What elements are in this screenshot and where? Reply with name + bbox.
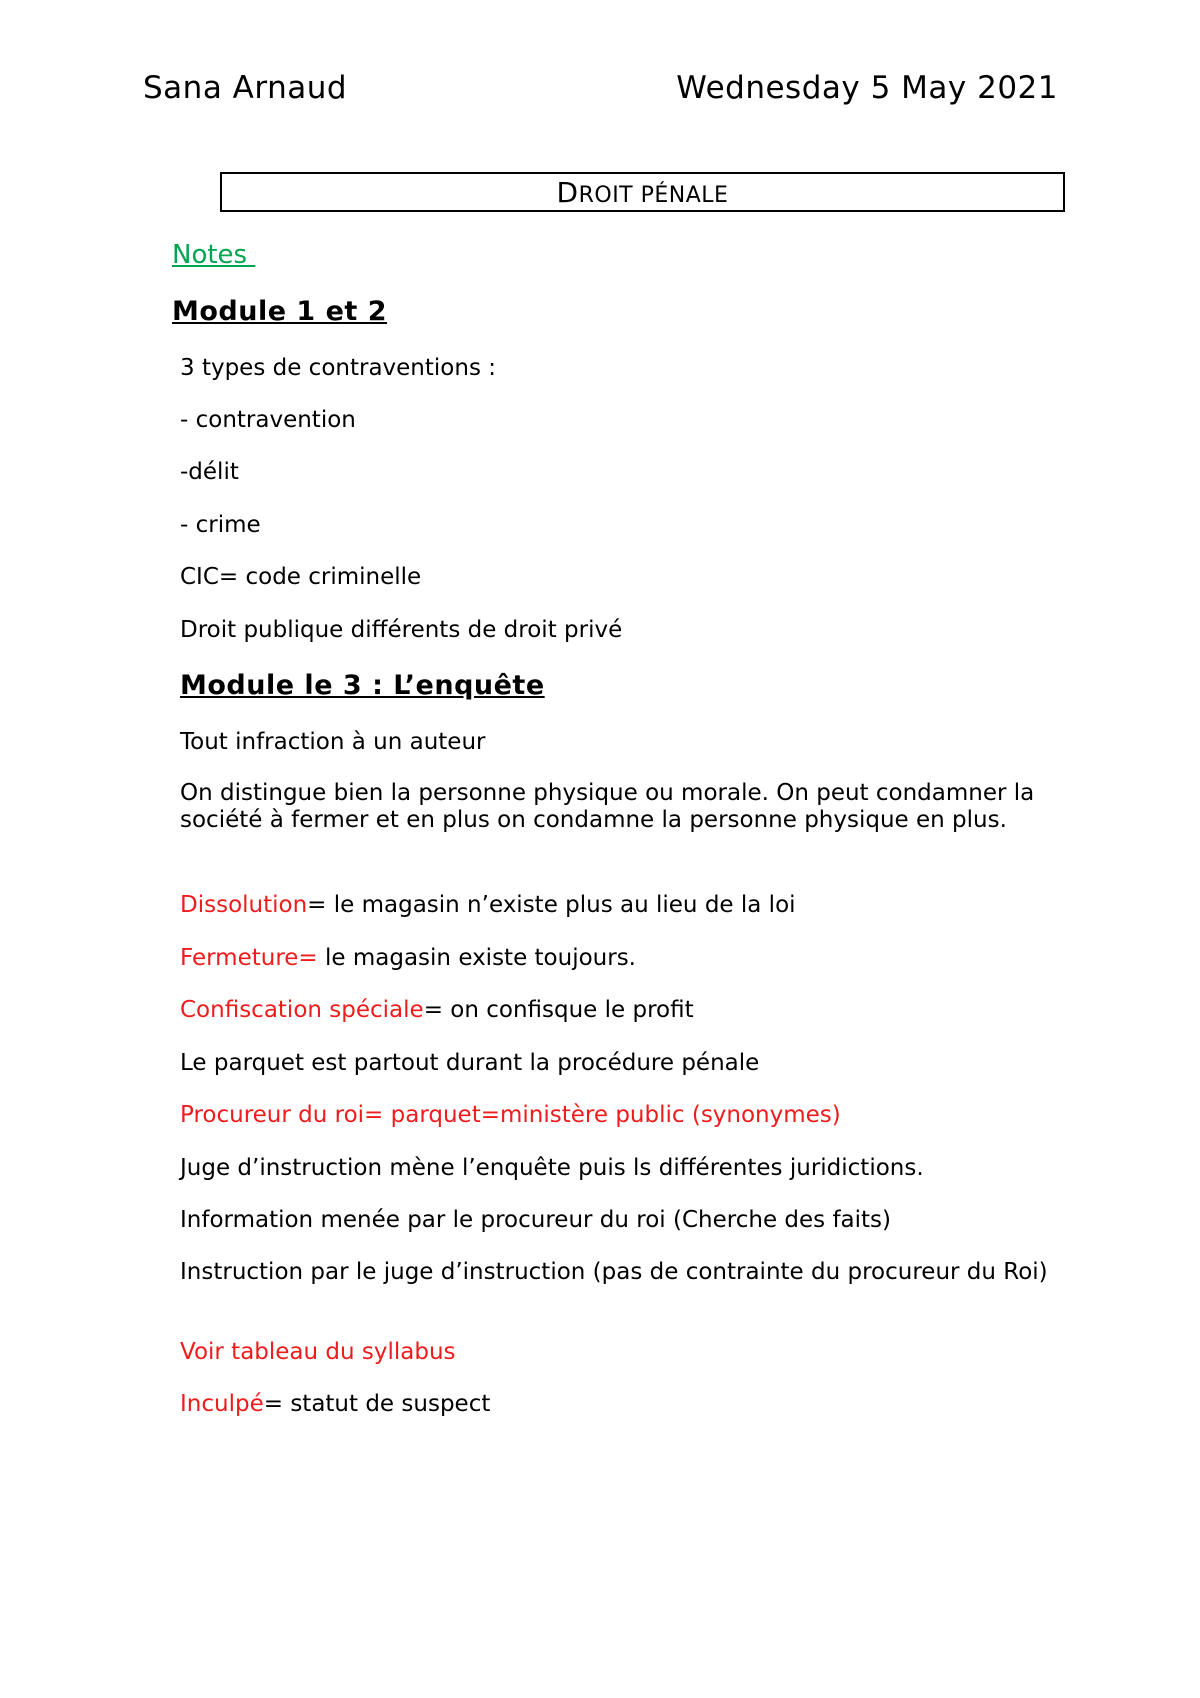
definition-text: = le magasin n’existe plus au lieu de la loi xyxy=(307,892,796,918)
definition-text: le magasin existe toujours. xyxy=(317,945,636,971)
author-name: Sana Arnaud xyxy=(143,70,348,106)
definition-inculpe xyxy=(180,1390,1080,1418)
paragraph: Tout infraction à un auteur xyxy=(180,729,486,755)
module-1-line: - crime xyxy=(180,512,261,538)
page-header xyxy=(143,70,1058,110)
definition-text: = on confisque le profit xyxy=(423,997,694,1023)
paragraph: On distingue bien la personne physique ou morale. On peut condamner la société à fermer et en plus on condamne la personne physique en plus. xyxy=(180,780,1035,833)
title-initial: D xyxy=(556,176,579,209)
paragraph: Instruction par le juge d’instruction (pas de contrainte du procureur du Roi) xyxy=(180,1259,1048,1285)
paragraph: Information menée par le procureur du roi (Cherche des faits) xyxy=(180,1207,892,1233)
definition-dissolution xyxy=(180,891,1080,919)
highlighted-note: Voir tableau du syllabus xyxy=(180,1339,456,1365)
definition-term: Dissolution xyxy=(180,892,308,918)
definition-term: Inculpé xyxy=(180,1391,264,1417)
definition-fermeture xyxy=(180,944,1080,972)
document-title xyxy=(220,172,1065,212)
module-1-line: Droit publique différents de droit privé xyxy=(180,617,623,643)
definition-text: = statut de suspect xyxy=(263,1391,491,1417)
module-1-line: - contravention xyxy=(180,407,356,433)
highlighted-note: Procureur du roi= parquet=ministère public (synonymes) xyxy=(180,1102,841,1128)
definition-term: Confiscation spéciale xyxy=(180,997,424,1023)
definition-confiscation xyxy=(180,996,1080,1024)
module-1-line: CIC= code criminelle xyxy=(180,564,422,590)
definition-term: Fermeture= xyxy=(180,945,318,971)
module-1-heading: Module 1 et 2 xyxy=(172,296,388,327)
paragraph: Juge d’instruction mène l’enquête puis ls différentes juridictions. xyxy=(180,1155,924,1181)
document-date: Wednesday 5 May 2021 xyxy=(676,70,1058,106)
notes-label: Notes xyxy=(172,240,256,270)
paragraph: Le parquet est partout durant la procédure pénale xyxy=(180,1050,760,1076)
module-3-heading: Module le 3 : L’enquête xyxy=(180,670,545,701)
module-1-line: 3 types de contraventions : xyxy=(180,355,496,381)
title-rest: ROIT PÉNALE xyxy=(578,183,729,208)
module-1-line: -délit xyxy=(180,459,239,485)
